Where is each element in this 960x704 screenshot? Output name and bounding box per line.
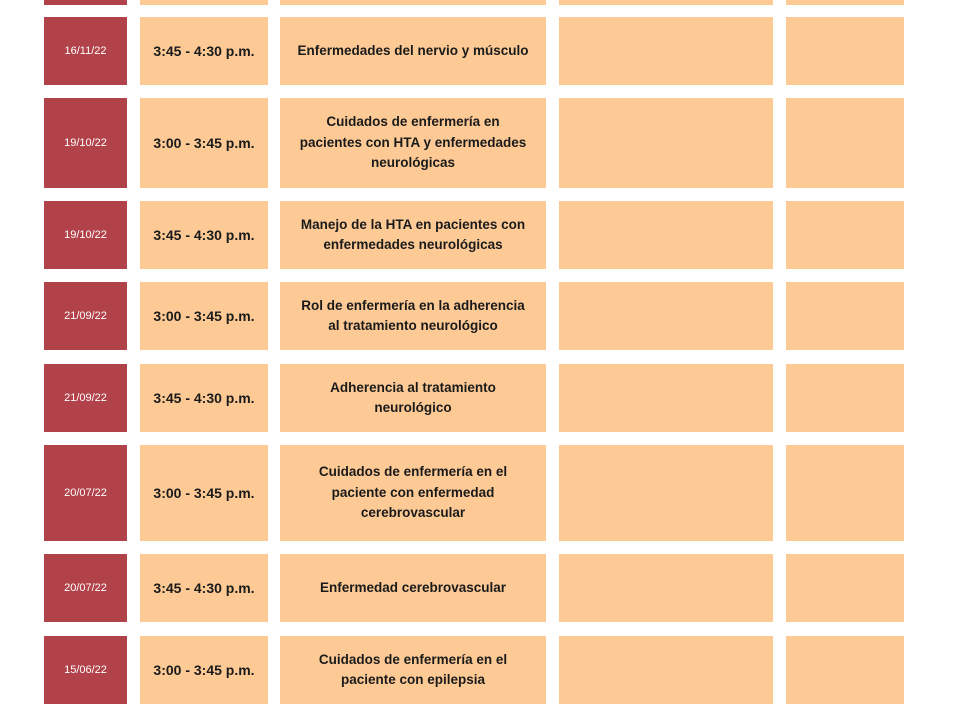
- empty-cell: [786, 636, 904, 704]
- time-cell: 3:00 - 3:45 p.m.: [140, 282, 268, 350]
- empty-cell: [559, 445, 773, 541]
- time-cell: 3:00 - 3:45 p.m.: [140, 636, 268, 704]
- empty-cell: [559, 282, 773, 350]
- table-row: [0, 282, 960, 350]
- topic-cell: Adherencia al tratamiento neurológico: [280, 364, 546, 432]
- empty-cell: [786, 445, 904, 541]
- time-cell: 3:45 - 4:30 p.m.: [140, 17, 268, 85]
- date-cell: 21/09/22: [44, 282, 127, 350]
- date-cell: 20/07/22: [44, 445, 127, 541]
- empty-cell: [559, 554, 773, 622]
- empty-cell: [786, 0, 904, 5]
- date-cell: 16/11/22: [44, 17, 127, 85]
- topic-cell: Rol de enfermería en la adherencia al tratamiento neurológico: [280, 282, 546, 350]
- time-cell: 3:45 - 4:30 p.m.: [140, 364, 268, 432]
- empty-cell: [786, 201, 904, 269]
- empty-cell: [559, 201, 773, 269]
- date-cell: 20/07/22: [44, 554, 127, 622]
- empty-cell: [786, 282, 904, 350]
- table-row: [0, 17, 960, 85]
- time-cell: 3:00 - 3:45 p.m.: [140, 445, 268, 541]
- date-cell: 19/10/22: [44, 98, 127, 188]
- table-row: [0, 98, 960, 188]
- table-row: [0, 554, 960, 622]
- topic-cell: Cuidados de enfermería en el paciente con enfermedad cerebrovascular: [280, 445, 546, 541]
- topic-cell: Enfermedades del nervio y músculo: [280, 17, 546, 85]
- empty-cell: [786, 98, 904, 188]
- empty-cell: [559, 364, 773, 432]
- time-cell: [140, 0, 268, 5]
- empty-cell: [786, 364, 904, 432]
- empty-cell: [786, 554, 904, 622]
- empty-cell: [786, 17, 904, 85]
- table-row: [0, 364, 960, 432]
- table-row: [0, 201, 960, 269]
- time-cell: 3:45 - 4:30 p.m.: [140, 554, 268, 622]
- time-cell: 3:00 - 3:45 p.m.: [140, 98, 268, 188]
- topic-cell: Enfermedad cerebrovascular: [280, 554, 546, 622]
- time-cell: 3:45 - 4:30 p.m.: [140, 201, 268, 269]
- date-cell: 21/09/22: [44, 364, 127, 432]
- topic-cell: Manejo de la HTA en pacientes con enfermedades neurológicas: [280, 201, 546, 269]
- date-cell: [44, 0, 127, 5]
- empty-cell: [559, 0, 773, 5]
- table-row: [0, 636, 960, 704]
- topic-cell: Cuidados de enfermería en pacientes con HTA y enfermedades neurológicas: [280, 98, 546, 188]
- date-cell: 19/10/22: [44, 201, 127, 269]
- empty-cell: [559, 17, 773, 85]
- empty-cell: [559, 636, 773, 704]
- topic-cell: Cuidados de enfermería en el paciente con epilepsia: [280, 636, 546, 704]
- table-row: [0, 0, 960, 5]
- empty-cell: [559, 98, 773, 188]
- table-row: [0, 445, 960, 541]
- date-cell: 15/06/22: [44, 636, 127, 704]
- topic-cell: [280, 0, 546, 5]
